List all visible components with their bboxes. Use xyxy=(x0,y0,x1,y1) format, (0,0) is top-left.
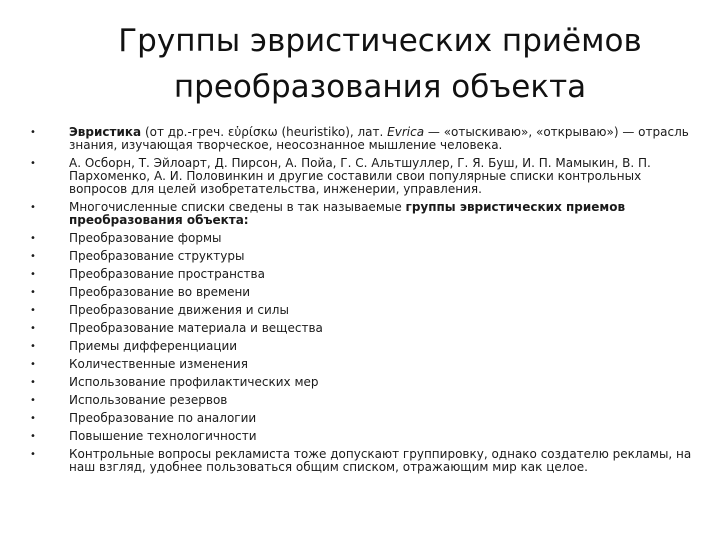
list-item xyxy=(24,358,694,371)
list-item-text: Преобразование движения и силы xyxy=(69,303,289,317)
list-item-text: А. Осборн, Т. Эйлоарт, Д. Пирсон, А. Пойа, Г. С. Альтшуллер, Г. Я. Буш, И. П. Мамыкин, В. П. Пархоменко, А. И. Половинкин и другие составили свои популярные списки контрольных вопросов для целей изобретательства, инженерии, управления. xyxy=(69,156,651,196)
list-item-text: Преобразование пространства xyxy=(69,267,265,281)
bullet-icon: • xyxy=(30,395,36,406)
bullet-icon: • xyxy=(30,158,36,169)
list-item xyxy=(24,268,694,281)
bullet-icon: • xyxy=(30,233,36,244)
list-item-text: Преобразование структуры xyxy=(69,249,245,263)
list-item-authors xyxy=(24,157,694,196)
bullet-icon: • xyxy=(30,413,36,424)
bullet-icon: • xyxy=(30,377,36,388)
bullet-icon: • xyxy=(30,323,36,334)
list-item-text: Использование профилактических мер xyxy=(69,375,319,389)
list-item xyxy=(24,304,694,317)
bullet-icon: • xyxy=(30,287,36,298)
list-item-text: Повышение технологичности xyxy=(69,429,257,443)
list-item-text: Количественные изменения xyxy=(69,357,248,371)
title-line-1: Группы эвристических приёмов xyxy=(118,23,642,59)
bullet-icon: • xyxy=(30,305,36,316)
list-item-text: Использование резервов xyxy=(69,393,228,407)
list-item-heuristics-definition xyxy=(24,126,694,152)
term-heuristics: Эвристика xyxy=(69,125,142,139)
title-line-2: преобразования объекта xyxy=(173,69,587,105)
list-item xyxy=(24,322,694,335)
term-latin: Evrica xyxy=(387,125,425,139)
list-item xyxy=(24,412,694,425)
list-item xyxy=(24,340,694,353)
bullet-icon: • xyxy=(30,431,36,442)
list-item-text: Преобразование по аналогии xyxy=(69,411,257,425)
bullet-icon: • xyxy=(30,127,36,138)
bullet-list xyxy=(24,126,694,479)
list-item-text: Преобразование во времени xyxy=(69,285,251,299)
bullet-icon: • xyxy=(30,202,36,213)
list-item-advertiser-note xyxy=(24,448,694,474)
definition-text-a: (от др.-греч. εὑρίσκω (heuristiko), лат. xyxy=(141,125,388,139)
groups-term: группы эвристических приемов преобразования объекта: xyxy=(69,200,626,227)
list-item-text: Преобразование формы xyxy=(69,231,222,245)
list-item-text: Приемы дифференциации xyxy=(69,339,238,353)
bullet-icon: • xyxy=(30,359,36,370)
bullet-icon: • xyxy=(30,449,36,460)
list-item-text: Преобразование материала и вещества xyxy=(69,321,323,335)
definition-text-b: — «отыскиваю», «открываю») — отрасль знания, изучающая творческое, неосознанное мышление человека. xyxy=(69,125,689,152)
list-item xyxy=(24,232,694,245)
list-item-text: Многочисленные списки сведены в так называемые xyxy=(69,200,406,214)
bullet-icon: • xyxy=(30,269,36,280)
slide-title xyxy=(40,18,720,110)
list-item xyxy=(24,250,694,263)
list-item xyxy=(24,394,694,407)
list-item-groups-intro xyxy=(24,201,694,227)
list-item xyxy=(24,286,694,299)
list-item-text: Контрольные вопросы рекламиста тоже допускают группировку, однако создателю рекламы, на наш взгляд, удобнее пользоваться общим списком, отражающим мир как целое. xyxy=(69,447,692,474)
bullet-icon: • xyxy=(30,341,36,352)
bullet-icon: • xyxy=(30,251,36,262)
list-item xyxy=(24,376,694,389)
list-item xyxy=(24,430,694,443)
